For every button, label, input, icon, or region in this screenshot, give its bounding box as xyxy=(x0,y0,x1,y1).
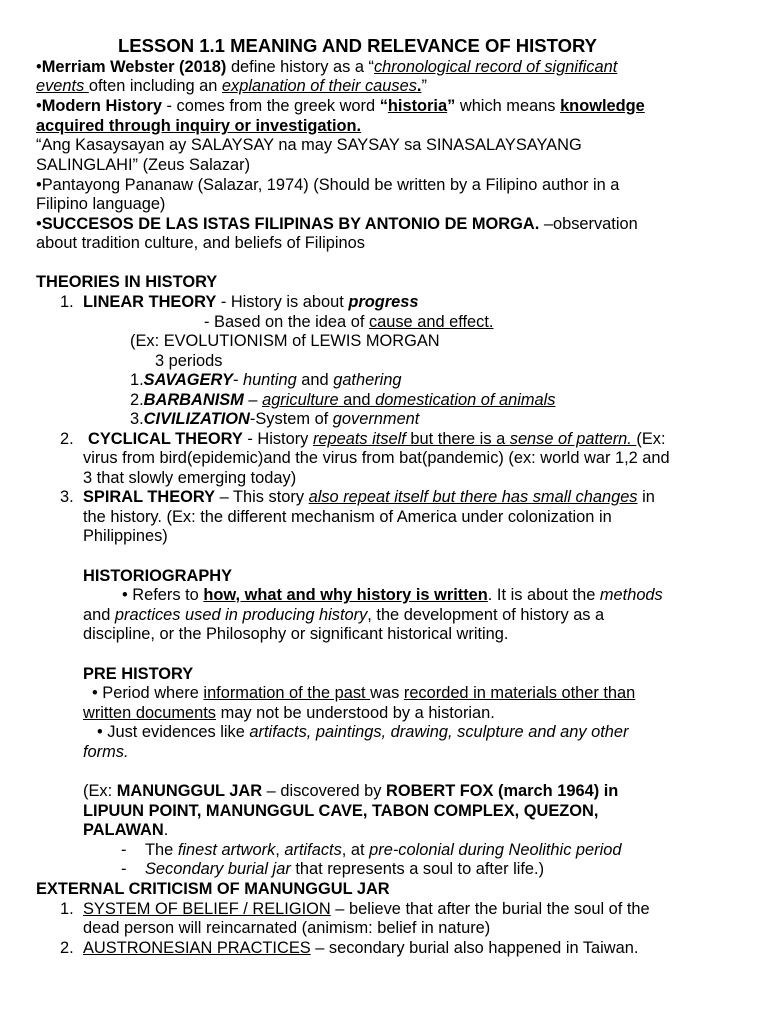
dash-item-2: Secondary burial jar that represents a soul to after life.) xyxy=(145,860,545,878)
historiography-heading: HISTORIOGRAPHY xyxy=(83,567,233,585)
prehistory-bullet-1-line-1: • Period where information of the past was recorded in materials other than xyxy=(92,684,636,702)
manunggul-example-line-2: LIPUUN POINT, MANUNGGUL CAVE, TABON COMPLEX, QUEZON, xyxy=(83,802,599,820)
morga-line-1: •SUCCESOS DE LAS ISTAS FILIPINAS BY ANTONIO DE MORGA. –observation xyxy=(36,215,638,233)
manunggul-example-line-3: PALAWAN. xyxy=(83,821,169,839)
external-criticism-heading: EXTERNAL CRITICISM OF MANUNGGUL JAR xyxy=(36,880,390,898)
period-savagery: 1.SAVAGERY- hunting and gathering xyxy=(130,371,402,389)
historiography-line-1: • Refers to how, what and why history is written. It is about the methods xyxy=(122,586,663,604)
linear-theory-example: (Ex: EVOLUTIONISM of LEWIS MORGAN xyxy=(130,332,440,350)
merriam-line-1: •Merriam Webster (2018) define history as a “chronological record of significant xyxy=(36,58,618,76)
historiography-line-3: discipline, or the Philosophy or significant historical writing. xyxy=(83,625,509,643)
merriam-line-2: events often including an explanation of their causes.” xyxy=(36,77,427,95)
external-item-1-line-2: dead person will reincarnated (animism: belief in nature) xyxy=(83,919,491,937)
spiral-theory-number: 3. xyxy=(60,488,74,506)
external-item-2: AUSTRONESIAN PRACTICES – secondary burial also happened in Taiwan. xyxy=(83,939,639,957)
prehistory-bullet-1-line-2: written documents may not be understood by a historian. xyxy=(83,704,495,722)
theories-heading: THEORIES IN HISTORY xyxy=(36,273,218,291)
external-item-1-number: 1. xyxy=(60,900,74,918)
cyclical-theory-line-1: CYCLICAL THEORY - History repeats itself but there is a sense of pattern. (Ex: xyxy=(88,430,666,448)
pantayong-line-1: •Pantayong Pananaw (Salazar, 1974) (Should be written by a Filipino author in a xyxy=(36,176,620,194)
dash-item-1: The finest artwork, artifacts, at pre-colonial during Neolithic period xyxy=(145,841,622,859)
prehistory-heading: PRE HISTORY xyxy=(83,665,194,683)
linear-theory-line-2: - Based on the idea of cause and effect. xyxy=(204,313,494,331)
linear-theory-line-1: LINEAR THEORY - History is about progress xyxy=(83,293,419,311)
dash-item-1-marker: - xyxy=(121,841,127,859)
cyclical-theory-line-3: 3 that slowly emerging today) xyxy=(83,469,297,487)
morga-line-2: about tradition culture, and beliefs of Filipinos xyxy=(36,234,365,252)
period-barbanism: 2.BARBANISM – agriculture and domestication of animals xyxy=(130,391,556,409)
cyclical-theory-number: 2. xyxy=(60,430,74,448)
prehistory-bullet-2-line-1: • Just evidences like artifacts, paintings, drawing, sculpture and any other xyxy=(97,723,629,741)
prehistory-bullet-2-line-2: forms. xyxy=(83,743,129,761)
salazar-quote-line-1: “Ang Kasaysayan ay SALAYSAY na may SAYSAY sa SINASALAYSAYANG xyxy=(36,136,582,154)
external-item-2-number: 2. xyxy=(60,939,74,957)
spiral-theory-line-1: SPIRAL THEORY – This story also repeat itself but there has small changes in xyxy=(83,488,655,506)
manunggul-example-line-1: (Ex: MANUNGGUL JAR – discovered by ROBERT FOX (march 1964) in xyxy=(83,782,619,800)
linear-theory-number: 1. xyxy=(60,293,74,311)
modern-history-line-1: •Modern History - comes from the greek word “historia” which means knowledge xyxy=(36,97,645,115)
pantayong-line-2: Filipino language) xyxy=(36,195,166,213)
historiography-line-2: and practices used in producing history, the development of history as a xyxy=(83,606,605,624)
salazar-quote-line-2: SALINGLAHI” (Zeus Salazar) xyxy=(36,156,251,174)
period-civilization: 3.CIVILIZATION-System of government xyxy=(130,410,420,428)
cyclical-theory-line-2: virus from bird(epidemic)and the virus from bat(pandemic) (ex: world war 1,2 and xyxy=(83,449,670,467)
linear-theory-periods: 3 periods xyxy=(155,352,223,370)
modern-history-line-2: acquired through inquiry or investigation. xyxy=(36,117,362,135)
external-item-1-line-1: SYSTEM OF BELIEF / RELIGION – believe that after the burial the soul of the xyxy=(83,900,650,918)
spiral-theory-line-3: Philippines) xyxy=(83,527,168,545)
dash-item-2-marker: - xyxy=(121,860,127,878)
page-title: LESSON 1.1 MEANING AND RELEVANCE OF HISTORY xyxy=(118,35,598,56)
spiral-theory-line-2: the history. (Ex: the different mechanism of America under colonization in xyxy=(83,508,612,526)
